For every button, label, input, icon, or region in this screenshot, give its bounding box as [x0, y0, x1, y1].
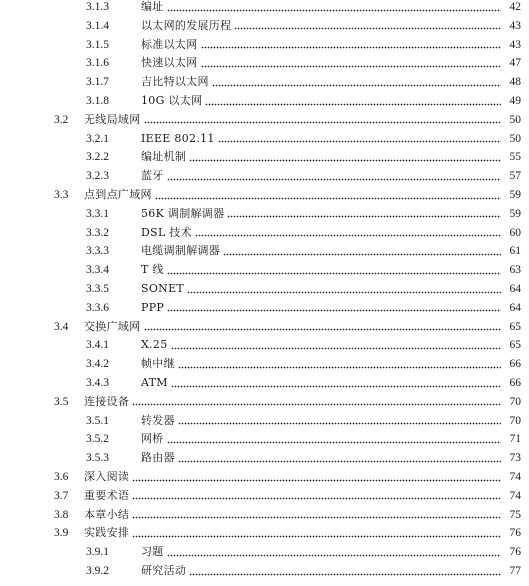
toc-entry-title: ATM	[141, 376, 168, 389]
dot-leader	[144, 121, 502, 125]
dot-leader	[178, 459, 501, 463]
toc-entry-number: 3.1.5	[86, 38, 109, 51]
dot-leader	[227, 215, 501, 219]
toc-entry-page: 47	[509, 57, 521, 70]
toc-subsection-entry	[0, 430, 529, 448]
toc-subsection-entry	[0, 449, 529, 467]
toc-section-entry	[0, 318, 529, 336]
dot-leader	[132, 497, 501, 501]
toc-entry-number: 3.1.6	[86, 57, 109, 70]
toc-entry-title: 以太网的发展历程	[141, 18, 232, 32]
toc-entry-page: 65	[509, 320, 521, 333]
dot-leader	[201, 64, 502, 68]
dot-leader	[218, 140, 501, 144]
toc-entry-number: 3.2.1	[86, 132, 109, 145]
toc-entry-page: 63	[509, 264, 521, 277]
toc-subsection-entry	[0, 374, 529, 392]
toc-subsection-entry	[0, 130, 529, 148]
toc-entry-page: 75	[509, 508, 521, 521]
dot-leader	[178, 365, 501, 369]
toc-entry-title: 交换广域网	[84, 319, 141, 333]
toc-subsection-entry	[0, 242, 529, 260]
toc-entry-title: 重要术语	[84, 488, 130, 502]
dot-leader	[144, 328, 502, 332]
dot-leader	[155, 196, 501, 200]
toc-entry-title: SONET	[141, 282, 185, 295]
toc-entry-number: 3.7	[54, 489, 69, 502]
toc-entry-title: 深入阅读	[84, 470, 130, 483]
toc-entry-page: 59	[509, 207, 521, 220]
dot-leader	[171, 346, 501, 350]
toc-entry-number: 3.8	[54, 508, 69, 521]
toc-entry-number: 3.6	[54, 471, 69, 483]
toc-entry-page: 59	[509, 189, 521, 201]
toc-entry-number: 3.1.8	[86, 95, 109, 107]
toc-entry-number: 3.5.3	[86, 452, 109, 465]
toc-entry-page: 64	[509, 283, 521, 295]
toc-entry-title: 10G 以太网	[141, 94, 203, 107]
toc-entry-number: 3.3.6	[86, 301, 109, 314]
toc-subsection-entry	[0, 543, 529, 561]
toc-entry-number: 3.3.1	[86, 207, 109, 220]
toc-entry-title: 蓝牙	[141, 169, 164, 183]
toc-entry-page: 60	[509, 226, 521, 239]
toc-entry-number: 3.4.1	[86, 339, 109, 352]
toc-entry-number: 3.4.2	[86, 358, 109, 371]
toc-entry-page: 76	[509, 527, 521, 540]
toc-entry-number: 3.9.2	[86, 565, 109, 577]
toc-entry-title: 快速以太网	[141, 56, 198, 70]
toc-entry-page: 74	[509, 471, 521, 483]
toc-entry-page: 43	[509, 38, 521, 51]
toc-subsection-entry	[0, 0, 529, 16]
toc-section-entry	[0, 393, 529, 411]
toc-entry-page: 65	[509, 339, 521, 352]
dot-leader	[195, 234, 501, 238]
toc-entry-number: 3.5.2	[86, 433, 109, 446]
dot-leader	[167, 440, 501, 444]
toc-entry-page: 71	[509, 433, 521, 446]
toc-subsection-entry	[0, 299, 529, 317]
toc-entry-number: 3.5.1	[86, 414, 109, 427]
dot-leader	[167, 8, 501, 12]
dot-leader	[167, 553, 501, 557]
toc-entry-title: 习题	[141, 545, 164, 559]
dot-leader	[205, 102, 501, 106]
toc-entry-page: 50	[509, 132, 521, 145]
toc-subsection-entry	[0, 73, 529, 91]
toc-entry-number: 3.2	[54, 113, 69, 126]
toc-entry-number: 3.1.3	[86, 1, 109, 13]
toc-entry-page: 64	[509, 301, 521, 314]
toc-section-entry	[0, 186, 529, 204]
dot-leader	[132, 403, 501, 407]
toc-entry-page: 61	[509, 245, 521, 258]
toc-entry-title: 网桥	[141, 432, 164, 446]
dot-leader	[171, 384, 501, 388]
toc-entry-number: 3.9	[54, 527, 69, 540]
toc-entry-title: PPP	[141, 300, 165, 314]
toc-entry-title: 研究活动	[141, 564, 187, 577]
toc-entry-title: 吉比特以太网	[141, 75, 209, 89]
toc-subsection-entry	[0, 54, 529, 72]
toc-entry-page: 49	[509, 95, 521, 107]
dot-leader	[189, 572, 501, 576]
toc-subsection-entry	[0, 280, 529, 298]
toc-entry-page: 57	[509, 170, 521, 183]
dot-leader	[132, 478, 501, 482]
toc-subsection-entry	[0, 355, 529, 373]
toc-entry-number: 3.5	[54, 395, 69, 408]
toc-entry-page: 76	[509, 546, 521, 559]
toc-entry-title: 编址机制	[141, 150, 187, 164]
toc-entry-number: 3.4	[54, 320, 69, 333]
toc-subsection-entry	[0, 336, 529, 354]
toc-entry-page: 42	[509, 1, 521, 13]
toc-entry-page: 43	[509, 19, 521, 32]
toc-entry-title: 实践安排	[84, 526, 130, 540]
dot-leader	[223, 252, 501, 256]
dot-leader	[132, 516, 501, 520]
dot-leader	[187, 290, 501, 294]
toc-entry-page: 66	[509, 358, 521, 371]
toc-entry-number: 3.4.3	[86, 377, 109, 389]
toc-section-entry	[0, 487, 529, 505]
dot-leader	[234, 27, 501, 31]
toc-entry-number: 3.3	[54, 189, 69, 201]
toc-subsection-entry	[0, 92, 529, 110]
toc-subsection-entry	[0, 36, 529, 54]
toc-section-entry	[0, 524, 529, 542]
toc-section-entry	[0, 111, 529, 129]
toc-subsection-entry	[0, 224, 529, 242]
toc-entry-title: 转发器	[141, 413, 175, 427]
toc-entry-page: 73	[509, 452, 521, 465]
toc-section-entry	[0, 468, 529, 486]
toc-entry-page: 55	[509, 151, 521, 164]
toc-entry-page: 48	[509, 76, 521, 89]
toc-subsection-entry	[0, 412, 529, 430]
toc-entry-title: 连接设备	[84, 394, 130, 408]
toc-entry-title: 电缆调制解调器	[141, 244, 221, 258]
dot-leader	[189, 158, 501, 162]
toc-entry-page: 74	[509, 489, 521, 502]
toc-entry-title: IEEE 802.11	[141, 131, 215, 145]
toc-entry-page: 70	[509, 414, 521, 427]
toc-entry-number: 3.1.7	[86, 76, 109, 89]
toc-entry-title: 点到点广域网	[84, 188, 152, 201]
toc-entry-title: DSL 技术	[141, 225, 192, 239]
toc-entry-title: 路由器	[141, 451, 175, 465]
dot-leader	[132, 534, 501, 538]
dot-leader	[201, 46, 502, 50]
toc-entry-title: 无线局域网	[84, 112, 141, 126]
toc-entry-number: 3.2.3	[86, 170, 109, 183]
toc-subsection-entry	[0, 167, 529, 185]
dot-leader	[178, 422, 501, 426]
toc-entry-page: 66	[509, 377, 521, 389]
toc-entry-title: 编址	[141, 0, 164, 13]
dot-leader	[167, 309, 501, 313]
dot-leader	[167, 177, 501, 181]
toc-subsection-entry	[0, 205, 529, 223]
toc-entry-title: 56K 调制解调器	[141, 206, 225, 220]
toc-entry-number: 3.3.4	[86, 264, 109, 277]
toc-entry-title: 帧中继	[141, 357, 175, 371]
dot-leader	[212, 83, 501, 87]
toc-entry-number: 3.3.2	[86, 226, 109, 239]
toc-subsection-entry	[0, 562, 529, 580]
toc-entry-title: X.25	[141, 338, 168, 352]
toc-subsection-entry	[0, 261, 529, 279]
toc-subsection-entry	[0, 148, 529, 166]
toc-entry-title: 标准以太网	[141, 37, 198, 51]
toc-entry-title: 本章小结	[84, 507, 130, 521]
toc-entry-number: 3.1.4	[86, 19, 109, 32]
toc-entry-number: 3.3.3	[86, 245, 109, 258]
toc-subsection-entry	[0, 17, 529, 35]
dot-leader	[167, 271, 501, 275]
toc-entry-number: 3.3.5	[86, 283, 109, 295]
toc-entry-title: T 线	[141, 263, 164, 277]
toc-entry-page: 70	[509, 395, 521, 408]
toc-section-entry	[0, 506, 529, 524]
toc-entry-page: 77	[509, 565, 521, 577]
toc-entry-number: 3.2.2	[86, 151, 109, 164]
toc-entry-page: 50	[509, 113, 521, 126]
toc-entry-number: 3.9.1	[86, 546, 109, 559]
